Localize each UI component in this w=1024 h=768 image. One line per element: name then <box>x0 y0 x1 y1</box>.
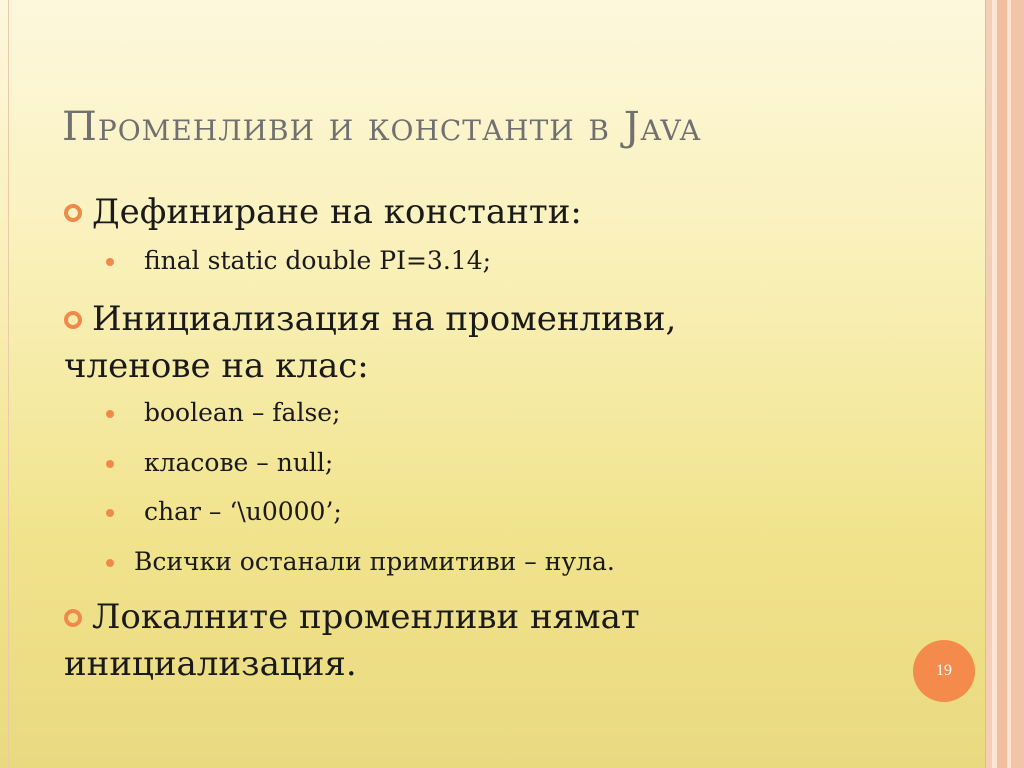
slide-title: Променливи и константи в Java <box>62 104 702 150</box>
slide-number-badge: 19 <box>913 640 975 702</box>
bullet-text-line2: инициализация. <box>64 644 357 684</box>
sub-bullet-text: boolean – false; <box>144 398 341 427</box>
orange-dot-bullet-icon <box>106 258 114 266</box>
orange-dot-bullet-icon <box>106 559 114 567</box>
sub-bullet-item <box>144 448 333 477</box>
bullet-item-local-variables <box>64 594 640 688</box>
bullet-text-line1: Инициализация на променливи, <box>92 299 677 339</box>
bullet-text-line2: членове на клас: <box>64 346 369 386</box>
orange-dot-bullet-icon <box>106 460 114 468</box>
orange-dot-bullet-icon <box>106 410 114 418</box>
orange-ring-bullet-icon <box>64 311 82 329</box>
orange-ring-bullet-icon <box>64 204 82 222</box>
sub-bullet-item <box>144 246 491 275</box>
orange-ring-bullet-icon <box>64 609 82 627</box>
sub-bullet-text: Всички останали примитиви – нула. <box>134 547 615 576</box>
orange-dot-bullet-icon <box>106 509 114 517</box>
sub-bullet-item <box>144 497 342 526</box>
sub-bullet-text: final static double PI=3.14; <box>144 246 492 275</box>
sub-bullet-item <box>134 547 615 576</box>
bullet-item-constants <box>92 189 582 236</box>
bullet-text-line1: Локалните променливи нямат <box>92 597 640 637</box>
sub-bullet-text: char – ‘\u0000’; <box>144 497 342 526</box>
bullet-item-initialization <box>64 296 677 390</box>
bullet-text: Дефиниране на константи: <box>92 192 582 232</box>
sub-bullet-text: класове – null; <box>144 448 334 477</box>
sub-bullet-item <box>144 398 341 427</box>
